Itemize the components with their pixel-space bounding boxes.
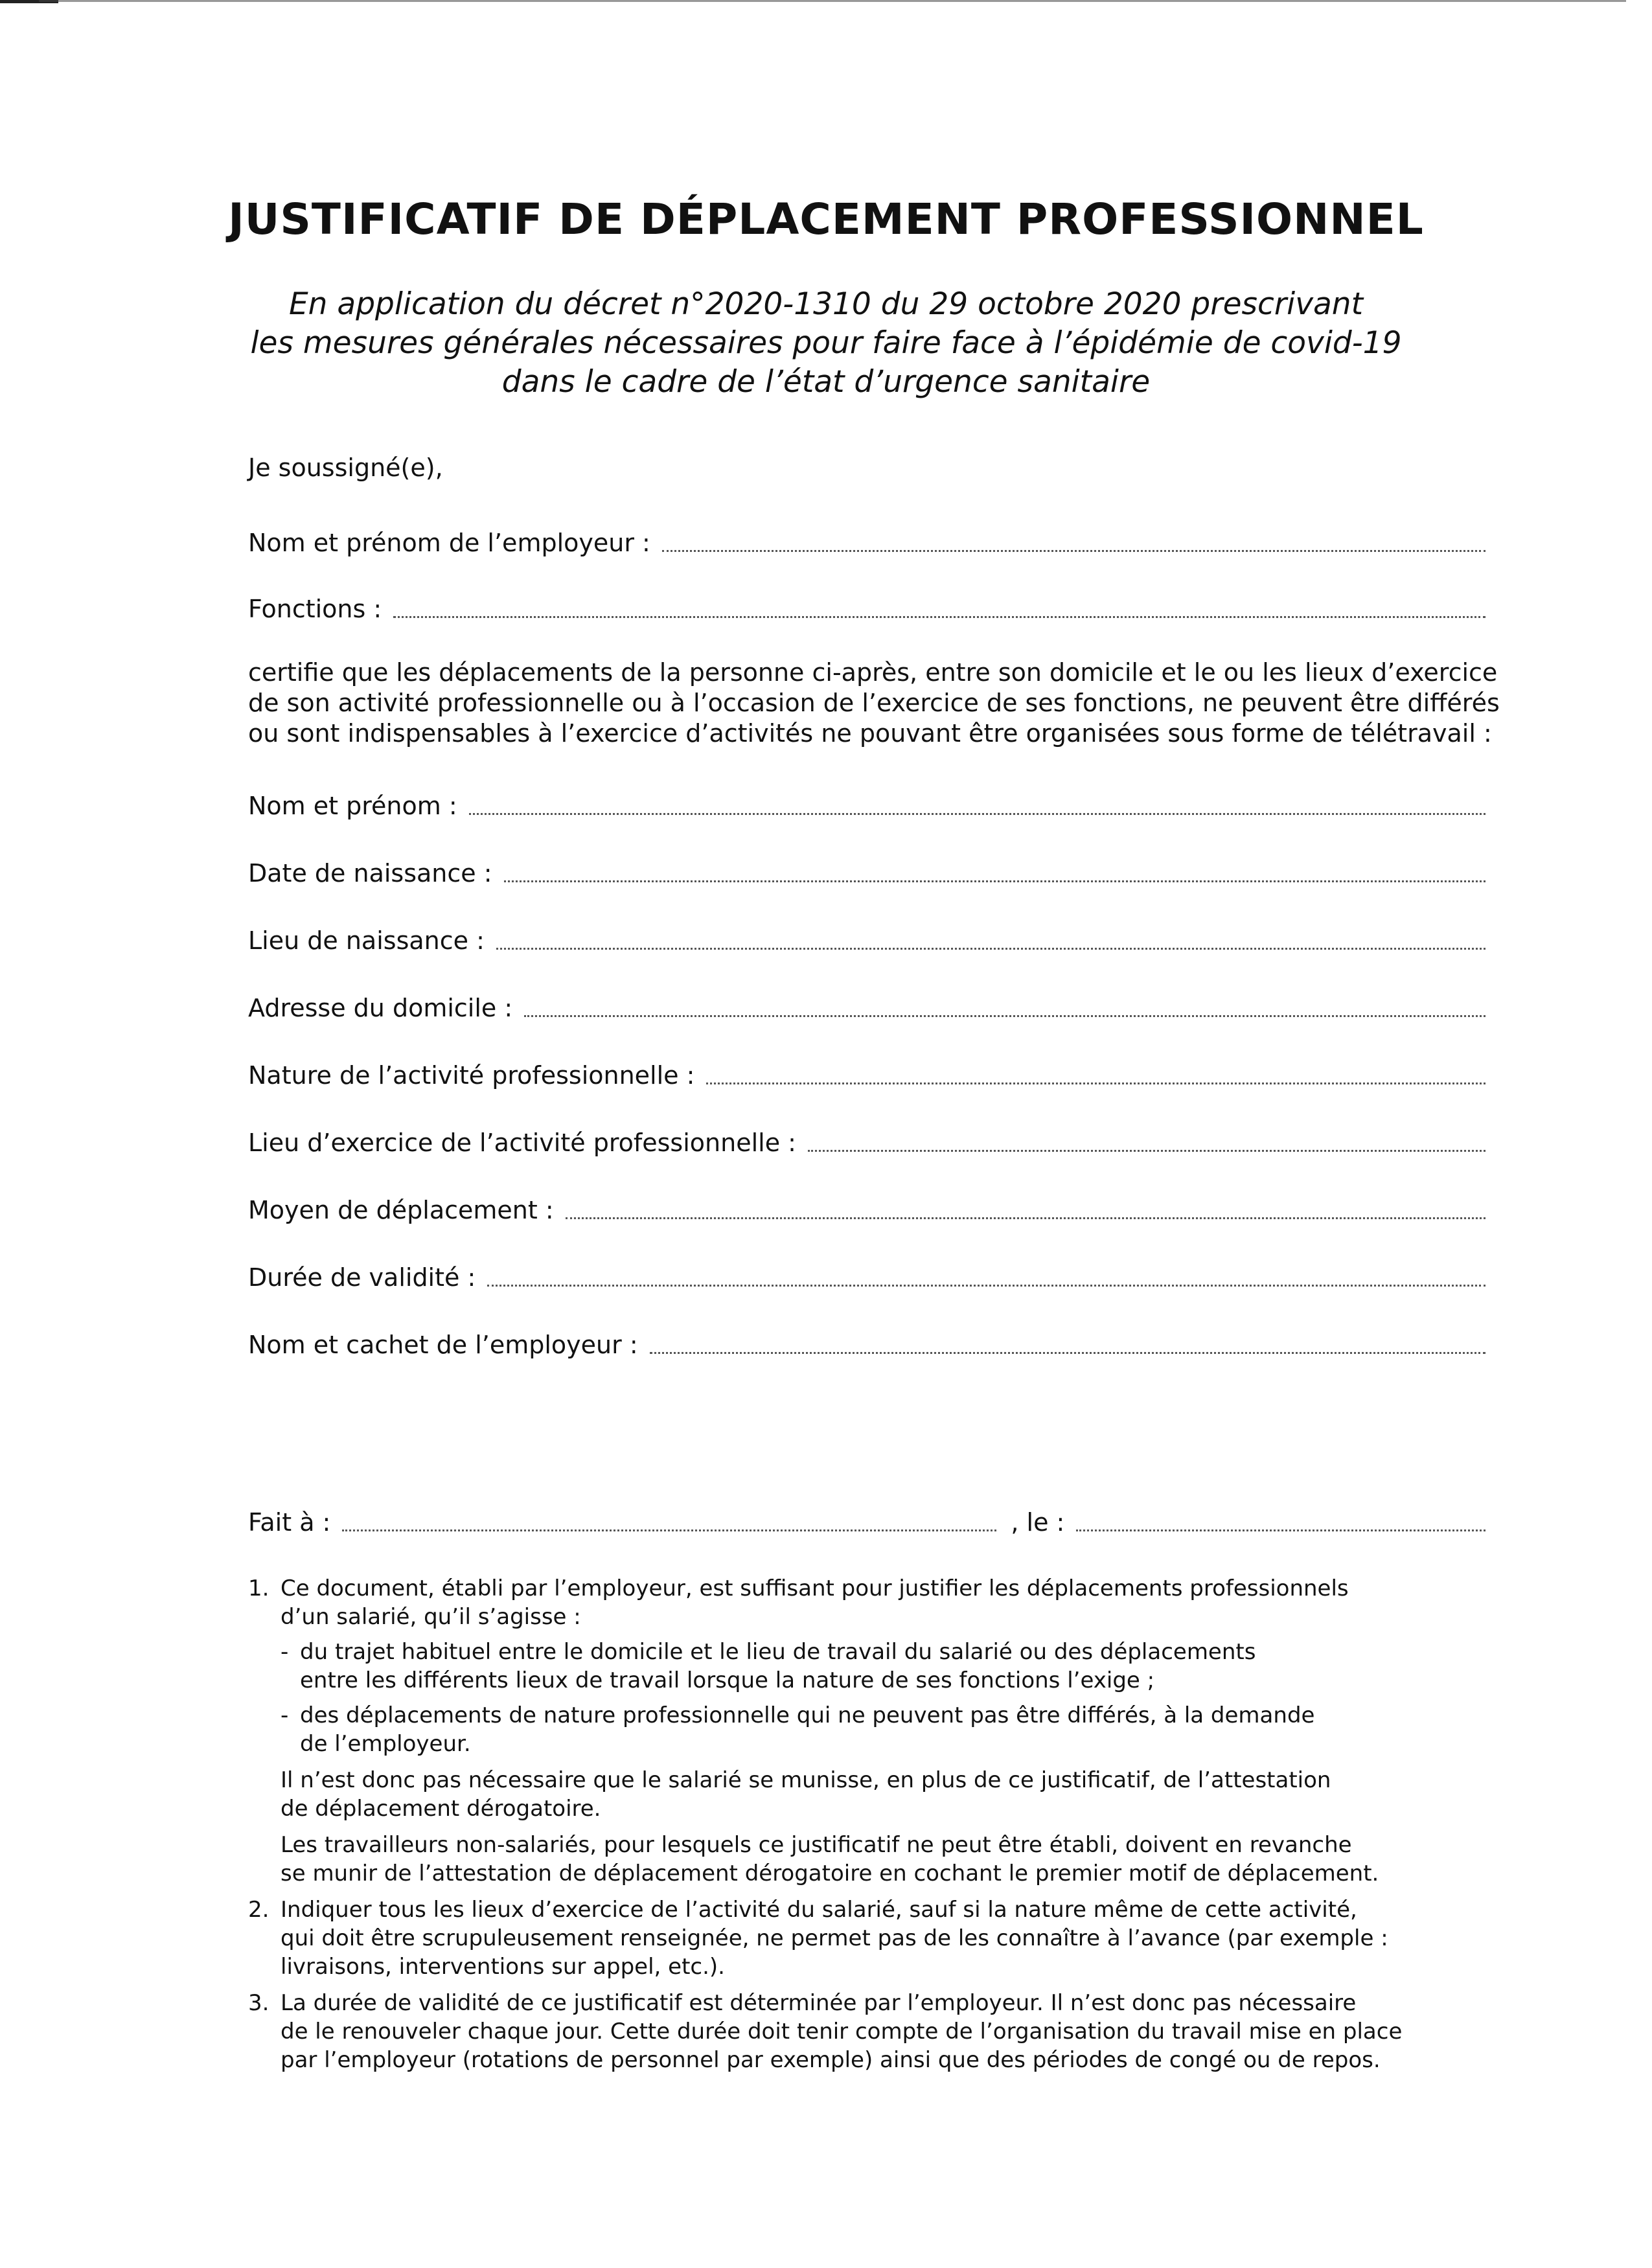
home-address-label: Adresse du domicile : (248, 994, 513, 1022)
paragraph-line: se munir de l’attestation de déplacement dérogatoire en cochant le premier motif de déplacement. (281, 1861, 1379, 1886)
bullet-dash: - (281, 1639, 289, 1665)
activity-place-label: Lieu d’exercice de l’activité professionnelle : (248, 1128, 796, 1157)
footnote-line: d’un salarié, qu’il s’agisse : (281, 1604, 581, 1630)
employer-name-field[interactable] (248, 525, 1486, 557)
employer-stamp-label: Nom et cachet de l’employeur : (248, 1331, 638, 1359)
paragraph-line: de déplacement dérogatoire. (281, 1796, 601, 1822)
bullet-line: des déplacements de nature professionnelle qui ne peuvent pas être différés, à la demande (300, 1702, 1315, 1728)
subtitle-line: les mesures générales nécessaires pour faire face à l’épidémie de covid-19 (250, 325, 1402, 361)
home-address-input-line[interactable] (524, 1015, 1486, 1017)
certify-line: ou sont indispensables à l’exercice d’activités ne pouvant être organisées sous forme de télétravail : (248, 719, 1492, 748)
document-subtitle (0, 285, 1652, 402)
paragraph-line: Les travailleurs non-salariés, pour lesquels ce justificatif ne peut être établi, doivent en revanche (281, 1832, 1352, 1858)
footnote-3 (248, 1989, 1479, 2074)
birth-place-input-line[interactable] (496, 948, 1486, 950)
activity-nature-input-line[interactable] (706, 1082, 1486, 1084)
footnote-number: 3. (248, 1990, 270, 2016)
footnote-line: qui doit être scrupuleusement renseignée, ne permet pas de les connaître à l’avance (par exemple : (281, 1925, 1388, 1951)
full-name-input-line[interactable] (469, 813, 1486, 815)
footnote-number: 2. (248, 1897, 270, 1923)
home-address-field[interactable] (248, 990, 1486, 1022)
fait-a-label: Fait à : (248, 1508, 331, 1537)
subtitle-line: dans le cadre de l’état d’urgence sanitaire (501, 364, 1151, 400)
functions-input-line[interactable] (393, 616, 1486, 618)
full-name-field[interactable] (248, 788, 1486, 820)
footnote-1 (248, 1574, 1479, 1888)
footnote-number: 1. (248, 1575, 270, 1601)
date-label: , le : (1011, 1508, 1065, 1537)
birth-date-label: Date de naissance : (248, 859, 492, 888)
fait-a-input-line[interactable] (342, 1529, 996, 1531)
certify-line: de son activité professionnelle ou à l’occasion de l’exercice de ses fonctions, ne peuvent être différés (248, 689, 1500, 717)
activity-nature-field[interactable] (248, 1057, 1486, 1090)
birth-place-field[interactable] (248, 922, 1486, 955)
paragraph-line: Il n’est donc pas nécessaire que le salarié se munisse, en plus de ce justificatif, de l’attestation (281, 1767, 1331, 1793)
scan-edge-line (39, 0, 1626, 2)
bullet-line: du trajet habituel entre le domicile et le lieu de travail du salarié ou des déplacements (300, 1639, 1256, 1665)
subtitle-line: En application du décret n°2020-1310 du 29 octobre 2020 prescrivant (288, 286, 1364, 322)
functions-field[interactable] (248, 591, 1486, 623)
footnotes (248, 1574, 1479, 2082)
footnote-line: La durée de validité de ce justificatif est déterminée par l’employeur. Il n’est donc pas nécessaire (281, 1990, 1357, 2016)
employer-stamp-field[interactable] (248, 1327, 1486, 1359)
full-name-label: Nom et prénom : (248, 792, 457, 820)
activity-place-field[interactable] (248, 1125, 1486, 1157)
birth-place-label: Lieu de naissance : (248, 926, 485, 955)
date-input-line[interactable] (1076, 1529, 1486, 1531)
activity-place-input-line[interactable] (808, 1150, 1486, 1152)
employer-name-label: Nom et prénom de l’employeur : (248, 529, 650, 557)
employer-stamp-input-line[interactable] (650, 1352, 1486, 1354)
transport-means-input-line[interactable] (566, 1217, 1486, 1219)
footnote-line: par l’employeur (rotations de personnel par exemple) ainsi que des périodes de congé ou de repos. (281, 2047, 1381, 2073)
footnote-paragraph (281, 1831, 1479, 1888)
validity-label: Durée de validité : (248, 1263, 476, 1292)
functions-label: Fonctions : (248, 595, 382, 623)
footnote-bullet (281, 1701, 1479, 1758)
footnote-bullet (281, 1638, 1479, 1695)
validity-field[interactable] (248, 1259, 1486, 1292)
footnote-line: Indiquer tous les lieux d’exercice de l’activité du salarié, sauf si la nature même de cette activité, (281, 1897, 1357, 1923)
bullet-line: de l’employeur. (300, 1731, 471, 1757)
birth-date-field[interactable] (248, 855, 1486, 888)
transport-means-label: Moyen de déplacement : (248, 1196, 554, 1224)
birth-date-input-line[interactable] (504, 880, 1486, 882)
certify-line: certifie que les déplacements de la personne ci-après, entre son domicile et le ou les lieux d’exercice (248, 658, 1498, 687)
footnote-2 (248, 1896, 1479, 1981)
activity-nature-label: Nature de l’activité professionnelle : (248, 1061, 695, 1090)
document-title: JUSTIFICATIF DE DÉPLACEMENT PROFESSIONNEL (228, 194, 1424, 244)
intro-text: Je soussigné(e), (248, 453, 443, 482)
transport-means-field[interactable] (248, 1192, 1486, 1224)
employer-name-input-line[interactable] (662, 550, 1486, 552)
certification-statement (248, 658, 1500, 749)
footnote-line: Ce document, établi par l’employeur, est suffisant pour justifier les déplacements professionnels (281, 1575, 1349, 1601)
footnote-paragraph (281, 1766, 1479, 1823)
bullet-line: entre les différents lieux de travail lorsque la nature de ses fonctions l’exige ; (300, 1667, 1155, 1693)
signature-place-date-field[interactable] (248, 1504, 1486, 1537)
footnote-line: de le renouveler chaque jour. Cette durée doit tenir compte de l’organisation du travail mise en place (281, 2019, 1403, 2045)
bullet-dash: - (281, 1702, 289, 1728)
validity-input-line[interactable] (487, 1285, 1486, 1287)
footnote-line: livraisons, interventions sur appel, etc.). (281, 1954, 725, 1980)
